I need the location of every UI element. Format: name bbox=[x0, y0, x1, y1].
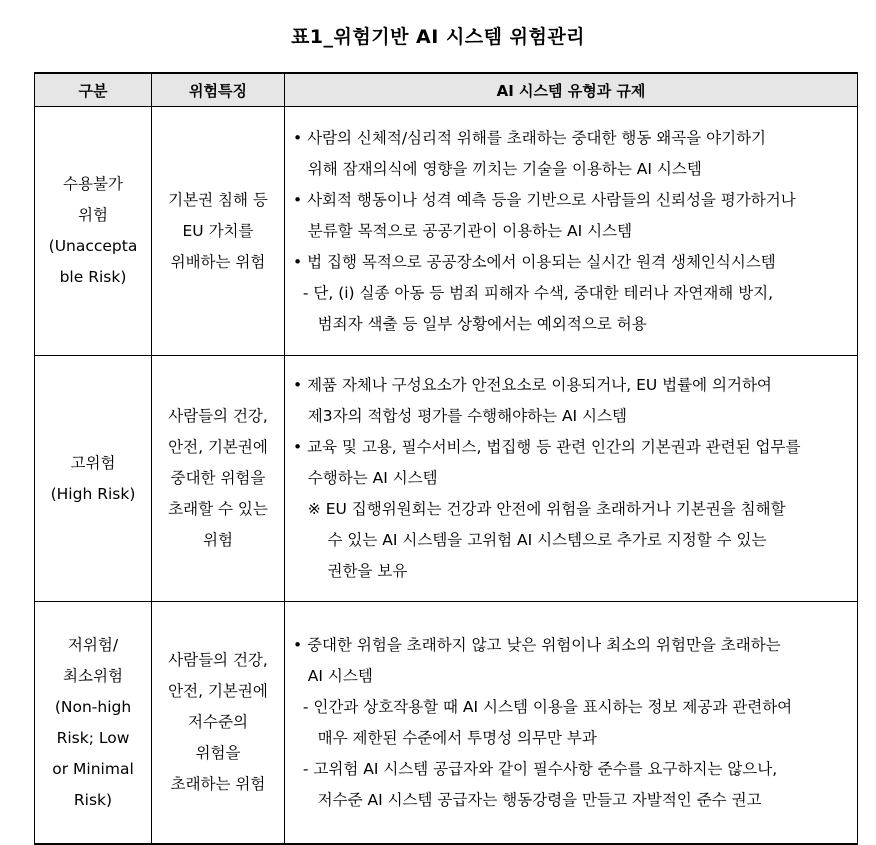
feature-line: 위배하는 위험 bbox=[170, 252, 266, 271]
table-row bbox=[35, 107, 858, 356]
type-line: AI 시스템 bbox=[293, 666, 373, 685]
category-cell bbox=[35, 107, 152, 356]
feature-line: 저수준의 bbox=[188, 713, 248, 731]
type-line: - 인간과 상호작용할 때 AI 시스템 이용을 표시하는 정보 제공과 관련하여 bbox=[293, 697, 793, 716]
type-line: • 중대한 위험을 초래하지 않고 낮은 위험이나 최소의 위험만을 초래하는 bbox=[293, 635, 781, 654]
type-line: 저수준 AI 시스템 공급자는 행동강령을 만들고 자발적인 준수 권고 bbox=[293, 790, 762, 809]
header-category: 구분 bbox=[35, 73, 152, 107]
type-line: 매우 제한된 수준에서 투명성 의무만 부과 bbox=[293, 728, 597, 747]
types-cell bbox=[285, 356, 858, 602]
type-line: ※ EU 집행위원회는 건강과 안전에 위험을 초래하거나 기본권을 침해할 bbox=[293, 500, 786, 518]
type-line: - 고위험 AI 시스템 공급자와 같이 필수사항 준수를 요구하지는 않으나, bbox=[293, 759, 778, 778]
feature-line: 사람들의 건강, bbox=[168, 407, 268, 425]
risk-management-table bbox=[34, 72, 858, 845]
table-title: 표1_위험기반 AI 시스템 위험관리 bbox=[290, 26, 586, 48]
feature-line: EU 가치를 bbox=[182, 221, 254, 240]
category-line: Risk; Low bbox=[56, 728, 130, 747]
category-line: 최소위험 bbox=[63, 666, 123, 685]
feature-line: 초래할 수 있는 bbox=[168, 500, 268, 518]
type-line: • 사람의 신체적/심리적 위해를 초래하는 중대한 행동 왜곡을 야기하기 bbox=[293, 128, 767, 147]
header-row bbox=[35, 73, 858, 107]
type-line: 범죄자 색출 등 일부 상황에서는 예외적으로 허용 bbox=[293, 314, 647, 333]
category-line: 위험 bbox=[78, 206, 108, 224]
category-line: Risk) bbox=[73, 790, 113, 809]
category-line: 수용불가 bbox=[63, 175, 123, 193]
table-row bbox=[35, 602, 858, 845]
feature-line: 안전, 기본권에 bbox=[168, 682, 268, 700]
category-cell bbox=[35, 356, 152, 602]
category-line: (Non-high bbox=[54, 697, 132, 716]
table-row bbox=[35, 356, 858, 602]
type-line: 수행하는 AI 시스템 bbox=[293, 469, 438, 487]
feature-line: 안전, 기본권에 bbox=[168, 438, 268, 456]
type-line: 제3자의 적합성 평가를 수행해야하는 AI 시스템 bbox=[293, 407, 627, 425]
type-line: - 단, (i) 실종 아동 등 범죄 피해자 수색, 중대한 테러나 자연재해 방지, bbox=[293, 283, 774, 302]
feature-line: 위험을 bbox=[195, 744, 241, 762]
type-line: • 제품 자체나 구성요소가 안전요소로 이용되거나, EU 법률에 의거하여 bbox=[293, 376, 772, 394]
category-line: (Unaccepta bbox=[48, 237, 138, 255]
type-line: 위해 잠재의식에 영향을 끼치는 기술을 이용하는 AI 시스템 bbox=[293, 159, 702, 178]
feature-cell bbox=[152, 356, 285, 602]
type-line: 수 있는 AI 시스템을 고위험 AI 시스템으로 추가로 지정할 수 있는 bbox=[293, 531, 767, 549]
types-cell bbox=[285, 602, 858, 845]
category-line: 고위험 bbox=[70, 453, 116, 472]
header-types: AI 시스템 유형과 규제 bbox=[285, 73, 858, 107]
type-line: 권한을 보유 bbox=[293, 562, 408, 580]
feature-line: 사람들의 건강, bbox=[168, 651, 268, 669]
category-line: or Minimal bbox=[52, 759, 134, 778]
category-line: ble Risk) bbox=[59, 268, 127, 286]
category-cell bbox=[35, 602, 152, 845]
feature-cell bbox=[152, 107, 285, 356]
type-line: 분류할 목적으로 공공기관이 이용하는 AI 시스템 bbox=[293, 221, 633, 240]
category-line: (High Risk) bbox=[50, 484, 136, 503]
feature-line: 기본권 침해 등 bbox=[168, 190, 268, 209]
types-cell bbox=[285, 107, 858, 356]
header-feature: 위험특징 bbox=[152, 73, 285, 107]
type-line: • 법 집행 목적으로 공공장소에서 이용되는 실시간 원격 생체인식시스템 bbox=[293, 252, 776, 271]
category-line: 저위험/ bbox=[67, 635, 119, 654]
type-line: • 교육 및 고용, 필수서비스, 법집행 등 관련 인간의 기본권과 관련된 업무를 bbox=[293, 438, 801, 456]
type-line: • 사회적 행동이나 성격 예측 등을 기반으로 사람들의 신뢰성을 평가하거나 bbox=[293, 190, 796, 209]
feature-cell bbox=[152, 602, 285, 845]
feature-line: 위험 bbox=[203, 531, 233, 549]
feature-line: 중대한 위험을 bbox=[170, 469, 266, 487]
feature-line: 초래하는 위험 bbox=[170, 775, 266, 793]
